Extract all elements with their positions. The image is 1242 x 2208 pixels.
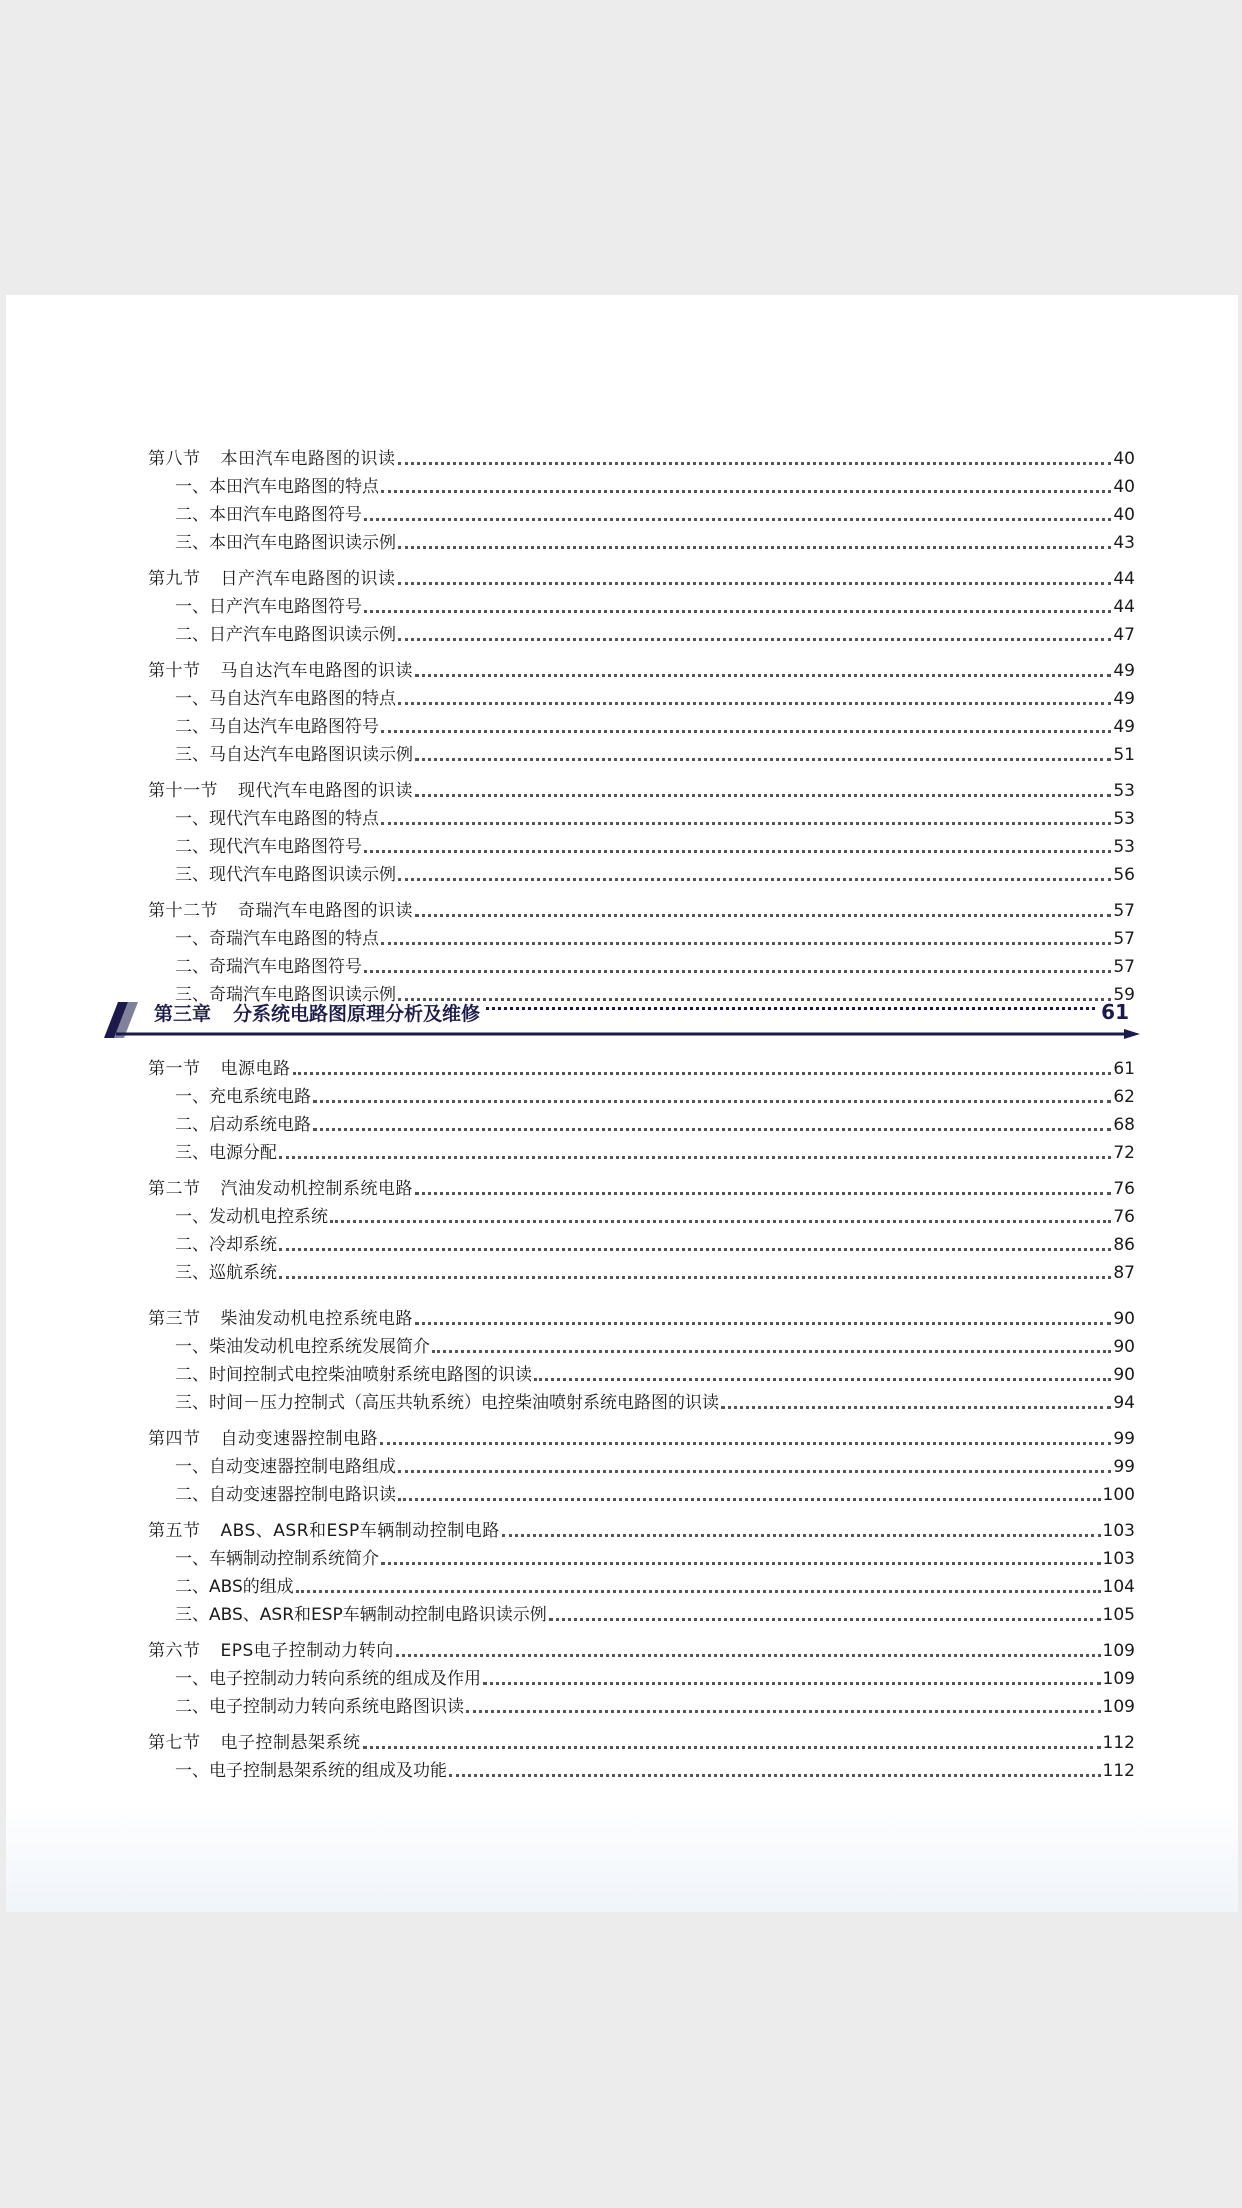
- page-number: 90: [1113, 1337, 1135, 1357]
- page-number: 112: [1102, 1733, 1135, 1753]
- toc-section-entry[interactable]: [148, 1637, 1135, 1665]
- page-number: 57: [1113, 957, 1135, 977]
- leader-dots: [398, 702, 1111, 705]
- page-number: 99: [1113, 1429, 1135, 1449]
- leader-dots: [396, 1654, 1101, 1657]
- section-number: 第六节: [148, 1641, 201, 1661]
- toc-section-group: [148, 657, 1135, 769]
- page-number: 109: [1102, 1641, 1135, 1661]
- page-number: 53: [1113, 809, 1135, 829]
- leader-dots: [449, 1774, 1101, 1777]
- toc-upper-list: [148, 445, 1135, 1009]
- leader-dots: [313, 1100, 1111, 1103]
- toc-section-group: [148, 1637, 1135, 1721]
- page-number: 44: [1113, 597, 1135, 617]
- toc-item-entry[interactable]: [148, 1361, 1135, 1389]
- toc-item-entry[interactable]: [148, 1757, 1135, 1785]
- item-title: 一、电子控制动力转向系统的组成及作用: [175, 1669, 481, 1689]
- leader-dots: [364, 518, 1111, 521]
- section-title: 日产汽车电路图的识读: [220, 569, 396, 589]
- toc-section-entry[interactable]: [148, 657, 1135, 685]
- toc-item-entry[interactable]: [148, 621, 1135, 649]
- page-number: 49: [1113, 717, 1135, 737]
- section-number: 第十二节: [148, 901, 218, 921]
- page-number: 109: [1102, 1697, 1135, 1717]
- leader-dots: [364, 850, 1111, 853]
- toc-item-entry[interactable]: [148, 861, 1135, 889]
- section-title: 现代汽车电路图的识读: [238, 781, 413, 801]
- leader-dots: [381, 822, 1111, 825]
- section-title: 本田汽车电路图的识读: [220, 449, 396, 469]
- page-number: 103: [1102, 1549, 1135, 1569]
- section-title: 汽油发动机控制系统电路: [220, 1179, 413, 1199]
- toc-item-entry[interactable]: [148, 529, 1135, 557]
- item-title: 一、电子控制悬架系统的组成及功能: [175, 1761, 447, 1781]
- toc-item-entry[interactable]: [148, 473, 1135, 501]
- item-title: 一、奇瑞汽车电路图的特点: [175, 929, 379, 949]
- toc-section-entry[interactable]: [148, 1305, 1135, 1333]
- toc-item-entry[interactable]: [148, 1203, 1135, 1231]
- leader-dots: [415, 794, 1111, 797]
- chapter-heading[interactable]: [104, 992, 1144, 1040]
- leader-dots: [279, 1276, 1111, 1279]
- leader-dots: [415, 914, 1111, 917]
- section-title: 马自达汽车电路图的识读: [220, 661, 413, 681]
- toc-section-entry[interactable]: [148, 1055, 1135, 1083]
- item-title: 二、本田汽车电路图符号: [175, 505, 362, 525]
- page-number: 109: [1102, 1669, 1135, 1689]
- leader-dots: [398, 878, 1111, 881]
- page-number: 40: [1113, 505, 1135, 525]
- item-title: 一、柴油发动机电控系统发展简介: [175, 1337, 430, 1357]
- leader-dots: [398, 462, 1112, 465]
- item-title: 三、马自达汽车电路图识读示例: [175, 745, 413, 765]
- document-page: [6, 295, 1238, 1912]
- item-title: 二、ABS的组成: [175, 1577, 294, 1597]
- toc-section-entry[interactable]: [148, 777, 1135, 805]
- toc-section-entry[interactable]: [148, 1729, 1135, 1757]
- leader-dots: [398, 582, 1112, 585]
- item-title: 三、时间－压力控制式（高压共轨系统）电控柴油喷射系统电路图的识读: [175, 1393, 719, 1413]
- leader-dots: [466, 1710, 1101, 1713]
- page-number: 103: [1102, 1521, 1135, 1541]
- page-number: 40: [1113, 449, 1135, 469]
- section-title: 奇瑞汽车电路图的识读: [238, 901, 413, 921]
- toc-section-group: [148, 777, 1135, 889]
- leader-dots: [381, 942, 1111, 945]
- leader-dots: [279, 1156, 1111, 1159]
- toc-item-entry[interactable]: [148, 953, 1135, 981]
- toc-section-group: [148, 1175, 1135, 1287]
- page-number: 100: [1102, 1485, 1135, 1505]
- page-number: 44: [1113, 569, 1135, 589]
- toc-section-group: [148, 565, 1135, 649]
- item-title: 一、日产汽车电路图符号: [175, 597, 362, 617]
- leader-dots: [415, 758, 1111, 761]
- leader-dots: [502, 1534, 1101, 1537]
- item-title: 二、冷却系统: [175, 1235, 277, 1255]
- leader-dots: [483, 1682, 1101, 1685]
- section-title: EPS电子控制动力转向: [220, 1641, 394, 1661]
- toc-item-entry[interactable]: [148, 1083, 1135, 1111]
- toc-item-entry[interactable]: [148, 1111, 1135, 1139]
- toc-item-entry[interactable]: [148, 741, 1135, 769]
- toc-section-group: [148, 445, 1135, 557]
- leader-dots: [364, 610, 1111, 613]
- item-title: 一、自动变速器控制电路组成: [175, 1457, 396, 1477]
- item-title: 二、奇瑞汽车电路图符号: [175, 957, 362, 977]
- item-title: 二、启动系统电路: [175, 1115, 311, 1135]
- page-number: 68: [1113, 1115, 1135, 1135]
- item-title: 二、自动变速器控制电路识读: [175, 1485, 396, 1505]
- page-number: 76: [1113, 1207, 1135, 1227]
- leader-dots: [330, 1220, 1111, 1223]
- item-title: 二、现代汽车电路图符号: [175, 837, 362, 857]
- item-title: 三、现代汽车电路图识读示例: [175, 865, 396, 885]
- page-number: 40: [1113, 477, 1135, 497]
- page-number: 112: [1102, 1761, 1135, 1781]
- leader-dots: [381, 490, 1111, 493]
- item-title: 一、充电系统电路: [175, 1087, 311, 1107]
- item-title: 三、电源分配: [175, 1143, 277, 1163]
- page-number: 76: [1113, 1179, 1135, 1199]
- leader-dots: [398, 546, 1111, 549]
- toc-item-entry[interactable]: [148, 1453, 1135, 1481]
- toc-section-entry[interactable]: [148, 565, 1135, 593]
- section-number: 第一节: [148, 1059, 201, 1079]
- item-title: 三、奇瑞汽车电路图识读示例: [175, 985, 396, 1005]
- chapter-label: 第三章: [154, 1002, 212, 1025]
- page-number: 86: [1113, 1235, 1135, 1255]
- page-number: 49: [1113, 689, 1135, 709]
- page-number: 61: [1113, 1059, 1135, 1079]
- toc-item-entry[interactable]: [148, 1573, 1135, 1601]
- section-title: 自动变速器控制电路: [220, 1429, 378, 1449]
- toc-item-entry[interactable]: [148, 501, 1135, 529]
- section-number: 第十一节: [148, 781, 218, 801]
- page-number: 99: [1113, 1457, 1135, 1477]
- leader-dots: [398, 1470, 1111, 1473]
- page-number: 51: [1113, 745, 1135, 765]
- section-title: 电子控制悬架系统: [220, 1733, 361, 1753]
- page-number: 62: [1113, 1087, 1135, 1107]
- toc-item-entry[interactable]: [148, 833, 1135, 861]
- leader-dots: [415, 1192, 1111, 1195]
- toc-item-entry[interactable]: [148, 1389, 1135, 1417]
- page-number: 47: [1113, 625, 1135, 645]
- toc-item-entry[interactable]: [148, 713, 1135, 741]
- toc-section-entry[interactable]: [148, 1175, 1135, 1203]
- toc-item-entry[interactable]: [148, 925, 1135, 953]
- toc-section-entry[interactable]: [148, 1517, 1135, 1545]
- leader-dots: [296, 1590, 1101, 1593]
- leader-dots: [432, 1350, 1111, 1353]
- page-number: 87: [1113, 1263, 1135, 1283]
- section-number: 第十节: [148, 661, 201, 681]
- toc-item-entry[interactable]: [148, 805, 1135, 833]
- page-number: 53: [1113, 837, 1135, 857]
- toc-section-entry[interactable]: [148, 1425, 1135, 1453]
- page-number: 72: [1113, 1143, 1135, 1163]
- section-number: 第七节: [148, 1733, 201, 1753]
- page-number: 94: [1113, 1393, 1135, 1413]
- item-title: 一、现代汽车电路图的特点: [175, 809, 379, 829]
- item-title: 一、发动机电控系统: [175, 1207, 328, 1227]
- section-title: 柴油发动机电控系统电路: [220, 1309, 413, 1329]
- leader-dots: [380, 1442, 1111, 1445]
- item-title: 二、电子控制动力转向系统电路图识读: [175, 1697, 464, 1717]
- leader-dots: [398, 638, 1111, 641]
- leader-dots: [381, 730, 1111, 733]
- leader-dots: [364, 970, 1111, 973]
- leader-dots: [279, 1248, 1111, 1251]
- item-title: 三、本田汽车电路图识读示例: [175, 533, 396, 553]
- page-number: 57: [1113, 929, 1135, 949]
- section-number: 第四节: [148, 1429, 201, 1449]
- section-number: 第三节: [148, 1309, 201, 1329]
- item-title: 二、日产汽车电路图识读示例: [175, 625, 396, 645]
- leader-dots: [415, 1322, 1111, 1325]
- leader-dots: [534, 1378, 1111, 1381]
- section-number: 第二节: [148, 1179, 201, 1199]
- toc-section-group: [148, 1729, 1135, 1785]
- leader-dots: [363, 1746, 1101, 1749]
- leader-dots: [381, 1562, 1101, 1565]
- leader-dots: [721, 1406, 1111, 1409]
- toc-lower-list: [148, 1055, 1135, 1785]
- toc-item-entry[interactable]: [148, 1693, 1135, 1721]
- page-number: 59: [1113, 985, 1135, 1005]
- leader-dots: [313, 1128, 1111, 1131]
- item-title: 一、车辆制动控制系统简介: [175, 1549, 379, 1569]
- chapter-title: 分系统电路图原理分析及维修: [233, 1002, 481, 1025]
- section-number: 第九节: [148, 569, 201, 589]
- item-title: 三、巡航系统: [175, 1263, 277, 1283]
- leader-dots: [549, 1618, 1101, 1621]
- page-number: 49: [1113, 661, 1135, 681]
- item-title: 二、马自达汽车电路图符号: [175, 717, 379, 737]
- item-title: 三、ABS、ASR和ESP车辆制动控制电路识读示例: [175, 1605, 547, 1625]
- toc-item-entry[interactable]: [148, 1601, 1135, 1629]
- toc-item-entry[interactable]: [148, 1231, 1135, 1259]
- toc-section-entry[interactable]: [148, 897, 1135, 925]
- toc-section-group: [148, 1517, 1135, 1629]
- page-number: 90: [1113, 1309, 1135, 1329]
- toc-item-entry[interactable]: [148, 1665, 1135, 1693]
- toc-item-entry[interactable]: [148, 1481, 1135, 1509]
- toc-item-entry[interactable]: [148, 685, 1135, 713]
- page-number: 57: [1113, 901, 1135, 921]
- toc-section-group: [148, 1305, 1135, 1417]
- toc-section-entry[interactable]: [148, 445, 1135, 473]
- toc-section-group: [148, 1055, 1135, 1167]
- chapter-page: 61: [1101, 1000, 1129, 1024]
- page-number: 56: [1113, 865, 1135, 885]
- leader-dots: [486, 1007, 1095, 1010]
- item-title: 二、时间控制式电控柴油喷射系统电路图的识读: [175, 1365, 532, 1385]
- section-number: 第八节: [148, 449, 201, 469]
- page-number: 53: [1113, 781, 1135, 801]
- toc-item-entry[interactable]: [148, 1333, 1135, 1361]
- section-title: ABS、ASR和ESP车辆制动控制电路: [220, 1521, 500, 1541]
- leader-dots: [293, 1072, 1112, 1075]
- toc-section-group: [148, 1425, 1135, 1509]
- page-number: 104: [1102, 1577, 1135, 1597]
- leader-dots: [398, 1498, 1101, 1501]
- page-number: 105: [1102, 1605, 1135, 1625]
- page-number: 43: [1113, 533, 1135, 553]
- toc-item-entry[interactable]: [148, 593, 1135, 621]
- item-title: 一、本田汽车电路图的特点: [175, 477, 379, 497]
- section-number: 第五节: [148, 1521, 201, 1541]
- page-number: 90: [1113, 1365, 1135, 1385]
- toc-item-entry[interactable]: [148, 1139, 1135, 1167]
- toc-item-entry[interactable]: [148, 1545, 1135, 1573]
- toc-item-entry[interactable]: [148, 1259, 1135, 1287]
- item-title: 一、马自达汽车电路图的特点: [175, 689, 396, 709]
- leader-dots: [415, 674, 1111, 677]
- section-title: 电源电路: [220, 1059, 291, 1079]
